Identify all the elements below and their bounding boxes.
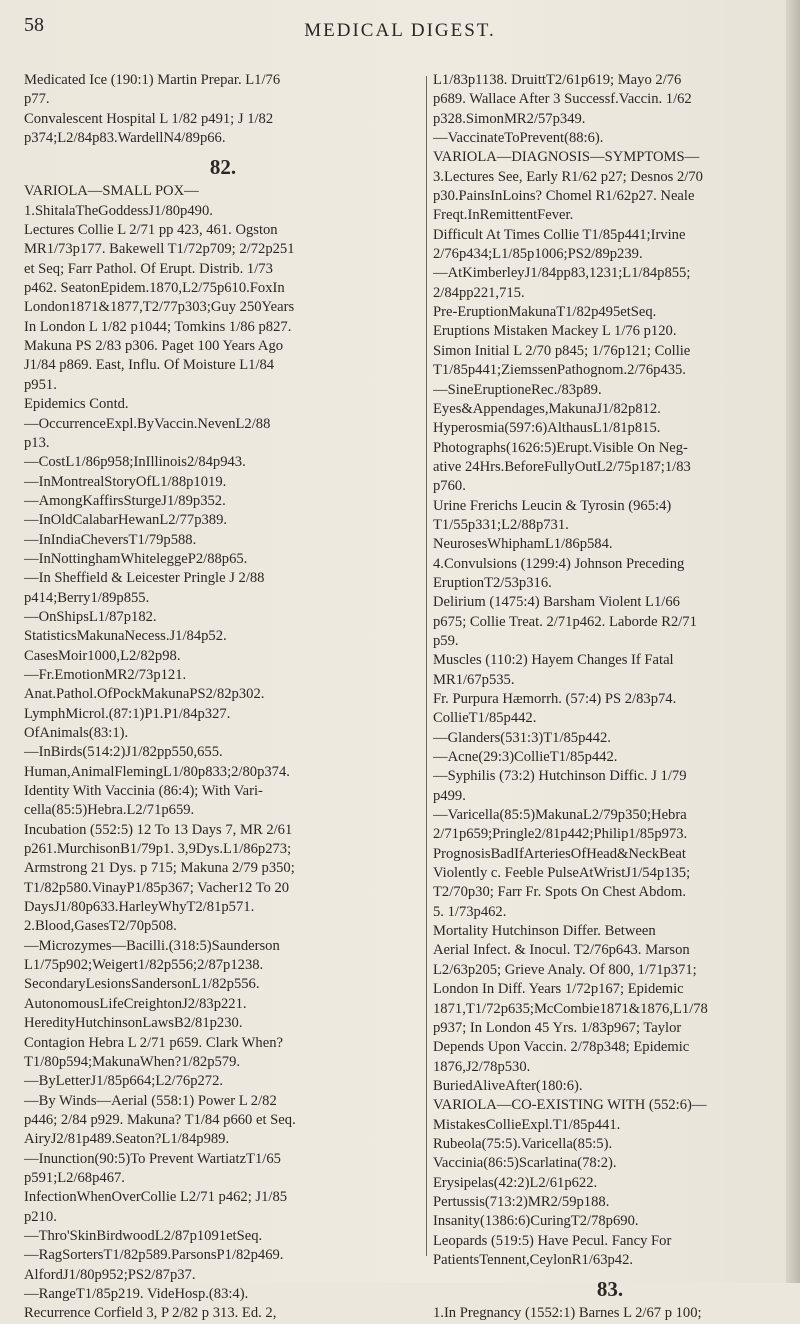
index-line: AutonomousLifeCreightonJ2/83p221. <box>24 995 247 1012</box>
index-line: Lectures Collie L 2/71 pp 423, 461. Ogston <box>24 222 278 239</box>
index-line: T1/80p594;MakunaWhen?1/82p579. <box>24 1053 241 1070</box>
index-line: J1/84 p869. East, Influ. Of Moisture L1/84 <box>24 357 275 374</box>
index-line: —Thro'SkinBirdwoodL2/87p1091etSeq. <box>24 1227 263 1244</box>
index-line: 4.Convulsions (1299:4) Johnson Preceding <box>433 555 685 572</box>
index-line: —OnShipsL1/87p182. <box>24 608 157 625</box>
index-line: —Syphilis (73:2) Hutchinson Diffic. J 1/79 <box>433 768 687 785</box>
index-line: 1.In Pregnancy (1552:1) Barnes L 2/67 p 100; <box>433 1305 702 1322</box>
index-line: Photographs(1626:5)Erupt.Visible On Neg- <box>433 439 688 456</box>
column-divider <box>426 76 427 1256</box>
section-number: 82. <box>209 155 237 180</box>
index-line: —Inunction(90:5)To Prevent WartiatzT1/65 <box>24 1150 281 1167</box>
index-line: L1/75p902;Weigert1/82p556;2/87p1238. <box>24 957 264 974</box>
index-line: 1.ShitalaTheGoddessJ1/80p490. <box>24 202 213 219</box>
index-line: MR1/67p535. <box>433 671 515 688</box>
index-line: BuriedAliveAfter(180:6). <box>433 1077 583 1094</box>
index-line: DaysJ1/80p633.HarleyWhyT2/81p571. <box>24 899 255 916</box>
index-line: Pertussis(713:2)MR2/59p188. <box>433 1193 610 1210</box>
index-line: Urine Frerichs Leucin & Tyrosin (965:4) <box>433 497 672 514</box>
index-line: —InOldCalabarHewanL2/77p389. <box>24 512 228 529</box>
index-line: 2/84pp221,715. <box>433 284 525 301</box>
index-line: EruptionT2/53p316. <box>433 574 552 591</box>
index-line: —CostL1/86p958;InIllinois2/84p943. <box>24 454 246 471</box>
index-line: CasesMoir1000,L2/82p98. <box>24 647 181 664</box>
index-line: —OccurrenceExpl.ByVaccin.NevenL2/88 <box>24 415 271 432</box>
index-line: Mortality Hutchinson Differ. Between <box>433 923 656 940</box>
index-line: MR1/73p177. Bakewell T1/72p709; 2/72p251 <box>24 241 295 258</box>
index-line: PatientsTennent,CeylonR1/63p42. <box>433 1251 634 1268</box>
index-line: 1876,J2/78p530. <box>433 1058 531 1075</box>
index-line: p462. SeatonEpidem.1870,L2/75p610.FoxIn <box>24 280 285 297</box>
index-line: —In Sheffield & Leicester Pringle J 2/88 <box>24 570 265 587</box>
index-line: —AmongKaffirsSturgeJ1/89p352. <box>24 492 226 509</box>
index-line: LymphMicrol.(87:1)P1.P1/84p327. <box>24 705 231 722</box>
index-line: Hyperosmia(597:6)AlthausL1/81p815. <box>433 420 661 437</box>
index-line: Recurrence Corfield 3, P 2/82 p 313. Ed. 2, <box>24 1305 277 1322</box>
index-line: —Varicella(85:5)MakunaL2/79p350;Hebra <box>433 807 687 824</box>
index-line: —Glanders(531:3)T1/85p442. <box>433 729 611 746</box>
index-line: p689. Wallace After 3 Successf.Vaccin. 1/62 <box>433 91 692 108</box>
index-line: —AtKimberleyJ1/84pp83,1231;L1/84p855; <box>433 265 691 282</box>
index-line: Rubeola(75:5).Varicella(85:5). <box>433 1135 613 1152</box>
index-line: —InMontrealStoryOfL1/88p1019. <box>24 473 227 490</box>
index-line: p951. <box>24 376 57 393</box>
index-line: 5. 1/73p462. <box>433 903 507 920</box>
index-line: —Microzymes—Bacilli.(318:5)Saunderson <box>24 937 280 954</box>
index-line: VARIOLA—CO-EXISTING WITH (552:6)— <box>433 1097 707 1114</box>
index-line: Convalescent Hospital L 1/82 p491; J 1/82 <box>24 110 274 127</box>
index-line: p59. <box>433 632 459 649</box>
left-column <box>24 71 422 1324</box>
index-line: et Seq; Farr Pathol. Of Erupt. Distrib. 1/73 <box>24 260 273 277</box>
index-line: —InBirds(514:2)J1/82pp550,655. <box>24 744 223 761</box>
index-line: p937; In London 45 Yrs. 1/83p967; Taylor <box>433 1019 682 1036</box>
index-line: —Acne(29:3)CollieT1/85p442. <box>433 749 618 766</box>
index-line: OfAnimals(83:1). <box>24 725 129 741</box>
index-line: Difficult At Times Collie T1/85p441;Irvine <box>433 226 686 243</box>
index-line: Incubation (552:5) 12 To 13 Days 7, MR 2/61 <box>24 821 293 838</box>
index-line: VARIOLA—SMALL POX— <box>24 183 199 200</box>
index-line: In London L 1/82 p1044; Tomkins 1/86 p827. <box>24 318 292 335</box>
index-line: 3.Lectures See, Early R1/62 p27; Desnos 2/70 <box>433 168 703 185</box>
index-line: SecondaryLesionsSandersonL1/82p556. <box>24 976 260 993</box>
index-line: Eyes&Appendages,MakunaJ1/82p812. <box>433 400 661 417</box>
right-column <box>433 71 787 1324</box>
index-line: —Fr.EmotionMR2/73p121. <box>24 666 187 683</box>
index-line: p328.SimonMR2/57p349. <box>433 110 586 127</box>
index-line: T1/55p331;L2/88p731. <box>433 516 569 533</box>
index-line: Leopards (519:5) Have Pecul. Fancy For <box>433 1232 672 1249</box>
index-line: 2/76p434;L1/85p1006;PS2/89p239. <box>433 246 643 263</box>
index-line: Freqt.InRemittentFever. <box>433 207 574 224</box>
index-line: Epidemics Contd. <box>24 396 129 413</box>
index-line: p675; Collie Treat. 2/71p462. Laborde R2/71 <box>433 613 697 630</box>
index-line: Identity With Vaccinia (86:4); With Vari- <box>24 783 263 800</box>
index-line: Anat.Pathol.OfPockMakunaPS2/82p302. <box>24 686 265 703</box>
index-line: Aerial Infect. & Inocul. T2/76p643. Marson <box>433 942 690 959</box>
index-line: AlfordJ1/80p952;PS2/87p37. <box>24 1266 196 1283</box>
index-line: Contagion Hebra L 2/71 p659. Clark When? <box>24 1034 283 1051</box>
index-line: Pre-EruptionMakunaT1/82p495etSeq. <box>433 304 657 321</box>
index-line: Eruptions Mistaken Mackey L 1/76 p120. <box>433 323 677 340</box>
index-line: Violently c. Feeble PulseAtWristJ1/54p135; <box>433 865 691 882</box>
index-line: L2/63p205; Grieve Analy. Of 800, 1/71p371; <box>433 961 697 978</box>
index-line: —InIndiaCheversT1/79p588. <box>24 531 197 548</box>
index-line: Erysipelas(42:2)L2/61p622. <box>433 1174 598 1191</box>
index-line: —RangeT1/85p219. VideHosp.(83:4). <box>24 1285 249 1302</box>
index-line: Simon Initial L 2/70 p845; 1/76p121; Collie <box>433 342 691 359</box>
section-number: 83. <box>596 1277 624 1302</box>
index-line: InfectionWhenOverCollie L2/71 p462; J1/85 <box>24 1189 288 1206</box>
index-line: HeredityHutchinsonLawsB2/81p230. <box>24 1015 243 1032</box>
index-line: Delirium (1475:4) Barsham Violent L1/66 <box>433 594 680 611</box>
index-line: Human,AnimalFlemingL1/80p833;2/80p374. <box>24 763 290 780</box>
index-line: p30.PainsInLoins? Chomel R1/62p27. Neale <box>433 188 695 205</box>
index-line: 2.Blood,GasesT2/70p508. <box>24 918 177 935</box>
index-line: 1871,T1/72p635;McCombie1871&1876,L1/78 <box>433 1000 708 1017</box>
index-line: Vaccinia(86:5)Scarlatina(78:2). <box>433 1155 617 1172</box>
index-line: —SineEruptioneRec./83p89. <box>433 381 602 398</box>
index-line: p13. <box>24 434 50 451</box>
running-head: MEDICAL DIGEST. <box>304 20 496 41</box>
index-line: p591;L2/68p467. <box>24 1169 125 1186</box>
index-line: AiryJ2/81p489.Seaton?L1/84p989. <box>24 1131 230 1148</box>
index-line: p261.MurchisonB1/79p1. 3,9Dys.L1/86p273; <box>24 841 292 858</box>
index-line: p446; 2/84 p929. Makuna? T1/84 p660 et Seq. <box>24 1111 296 1128</box>
index-line: London In Diff. Years 1/72p167; Epidemic <box>433 981 684 998</box>
index-line: Fr. Purpura Hæmorrh. (57:4) PS 2/83p74. <box>433 691 677 707</box>
index-line: 2/71p659;Pringle2/81p442;Philip1/85p973. <box>433 826 688 843</box>
index-line: —ByLetterJ1/85p664;L2/76p272. <box>24 1073 224 1090</box>
index-line: p760. <box>433 478 466 495</box>
index-line: PrognosisBadIfArteriesOfHead&NeckBeat <box>433 845 686 862</box>
index-line: p77. <box>24 91 50 108</box>
index-line: —InNottinghamWhiteleggeP2/88p65. <box>24 550 248 567</box>
index-line: ative 24Hrs.BeforeFullyOutL2/75p187;1/83 <box>433 458 691 475</box>
index-line: T1/82p580.VinayP1/85p367; Vacher12 To 20 <box>24 879 290 896</box>
index-line: p210. <box>24 1208 57 1225</box>
index-line: p414;Berry1/89p855. <box>24 589 150 606</box>
index-line: Makuna PS 2/83 p306. Paget 100 Years Ago <box>24 338 284 355</box>
index-line: L1/83p1138. DruittT2/61p619; Mayo 2/76 <box>433 72 682 88</box>
index-line: London1871&1877,T2/77p303;Guy 250Years <box>24 299 295 316</box>
index-line: T1/85p441;ZiemssenPathognom.2/76p435. <box>433 362 686 379</box>
index-line: Muscles (110:2) Hayem Changes If Fatal <box>433 652 674 669</box>
index-line: NeurosesWhiphamL1/86p584. <box>433 536 613 553</box>
index-line: Depends Upon Vaccin. 2/78p348; Epidemic <box>433 1039 690 1056</box>
index-line: MistakesCollieExpl.T1/85p441. <box>433 1116 621 1133</box>
page-edge <box>786 0 800 1283</box>
index-line: Medicated Ice (190:1) Martin Prepar. L1/76 <box>24 72 281 88</box>
page-number: 58 <box>24 14 44 36</box>
index-line: StatisticsMakunaNecess.J1/84p52. <box>24 628 227 645</box>
index-line: T2/70p30; Farr Fr. Spots On Chest Abdom. <box>433 884 686 901</box>
index-line: Insanity(1386:6)CuringT2/78p690. <box>433 1213 639 1230</box>
index-line: —RagSortersT1/82p589.ParsonsP1/82p469. <box>24 1247 284 1264</box>
index-line: Armstrong 21 Dys. p 715; Makuna 2/79 p350; <box>24 860 295 877</box>
index-line: VARIOLA—DIAGNOSIS—SYMPTOMS— <box>433 149 700 166</box>
index-line: cella(85:5)Hebra.L2/71p659. <box>24 802 195 819</box>
index-line: CollieT1/85p442. <box>433 710 537 727</box>
index-line: —By Winds—Aerial (558:1) Power L 2/82 <box>24 1092 277 1109</box>
index-line: —VaccinateToPrevent(88:6). <box>433 130 604 147</box>
index-line: p374;L2/84p83.WardellN4/89p66. <box>24 130 226 147</box>
index-line: p499. <box>433 787 466 804</box>
